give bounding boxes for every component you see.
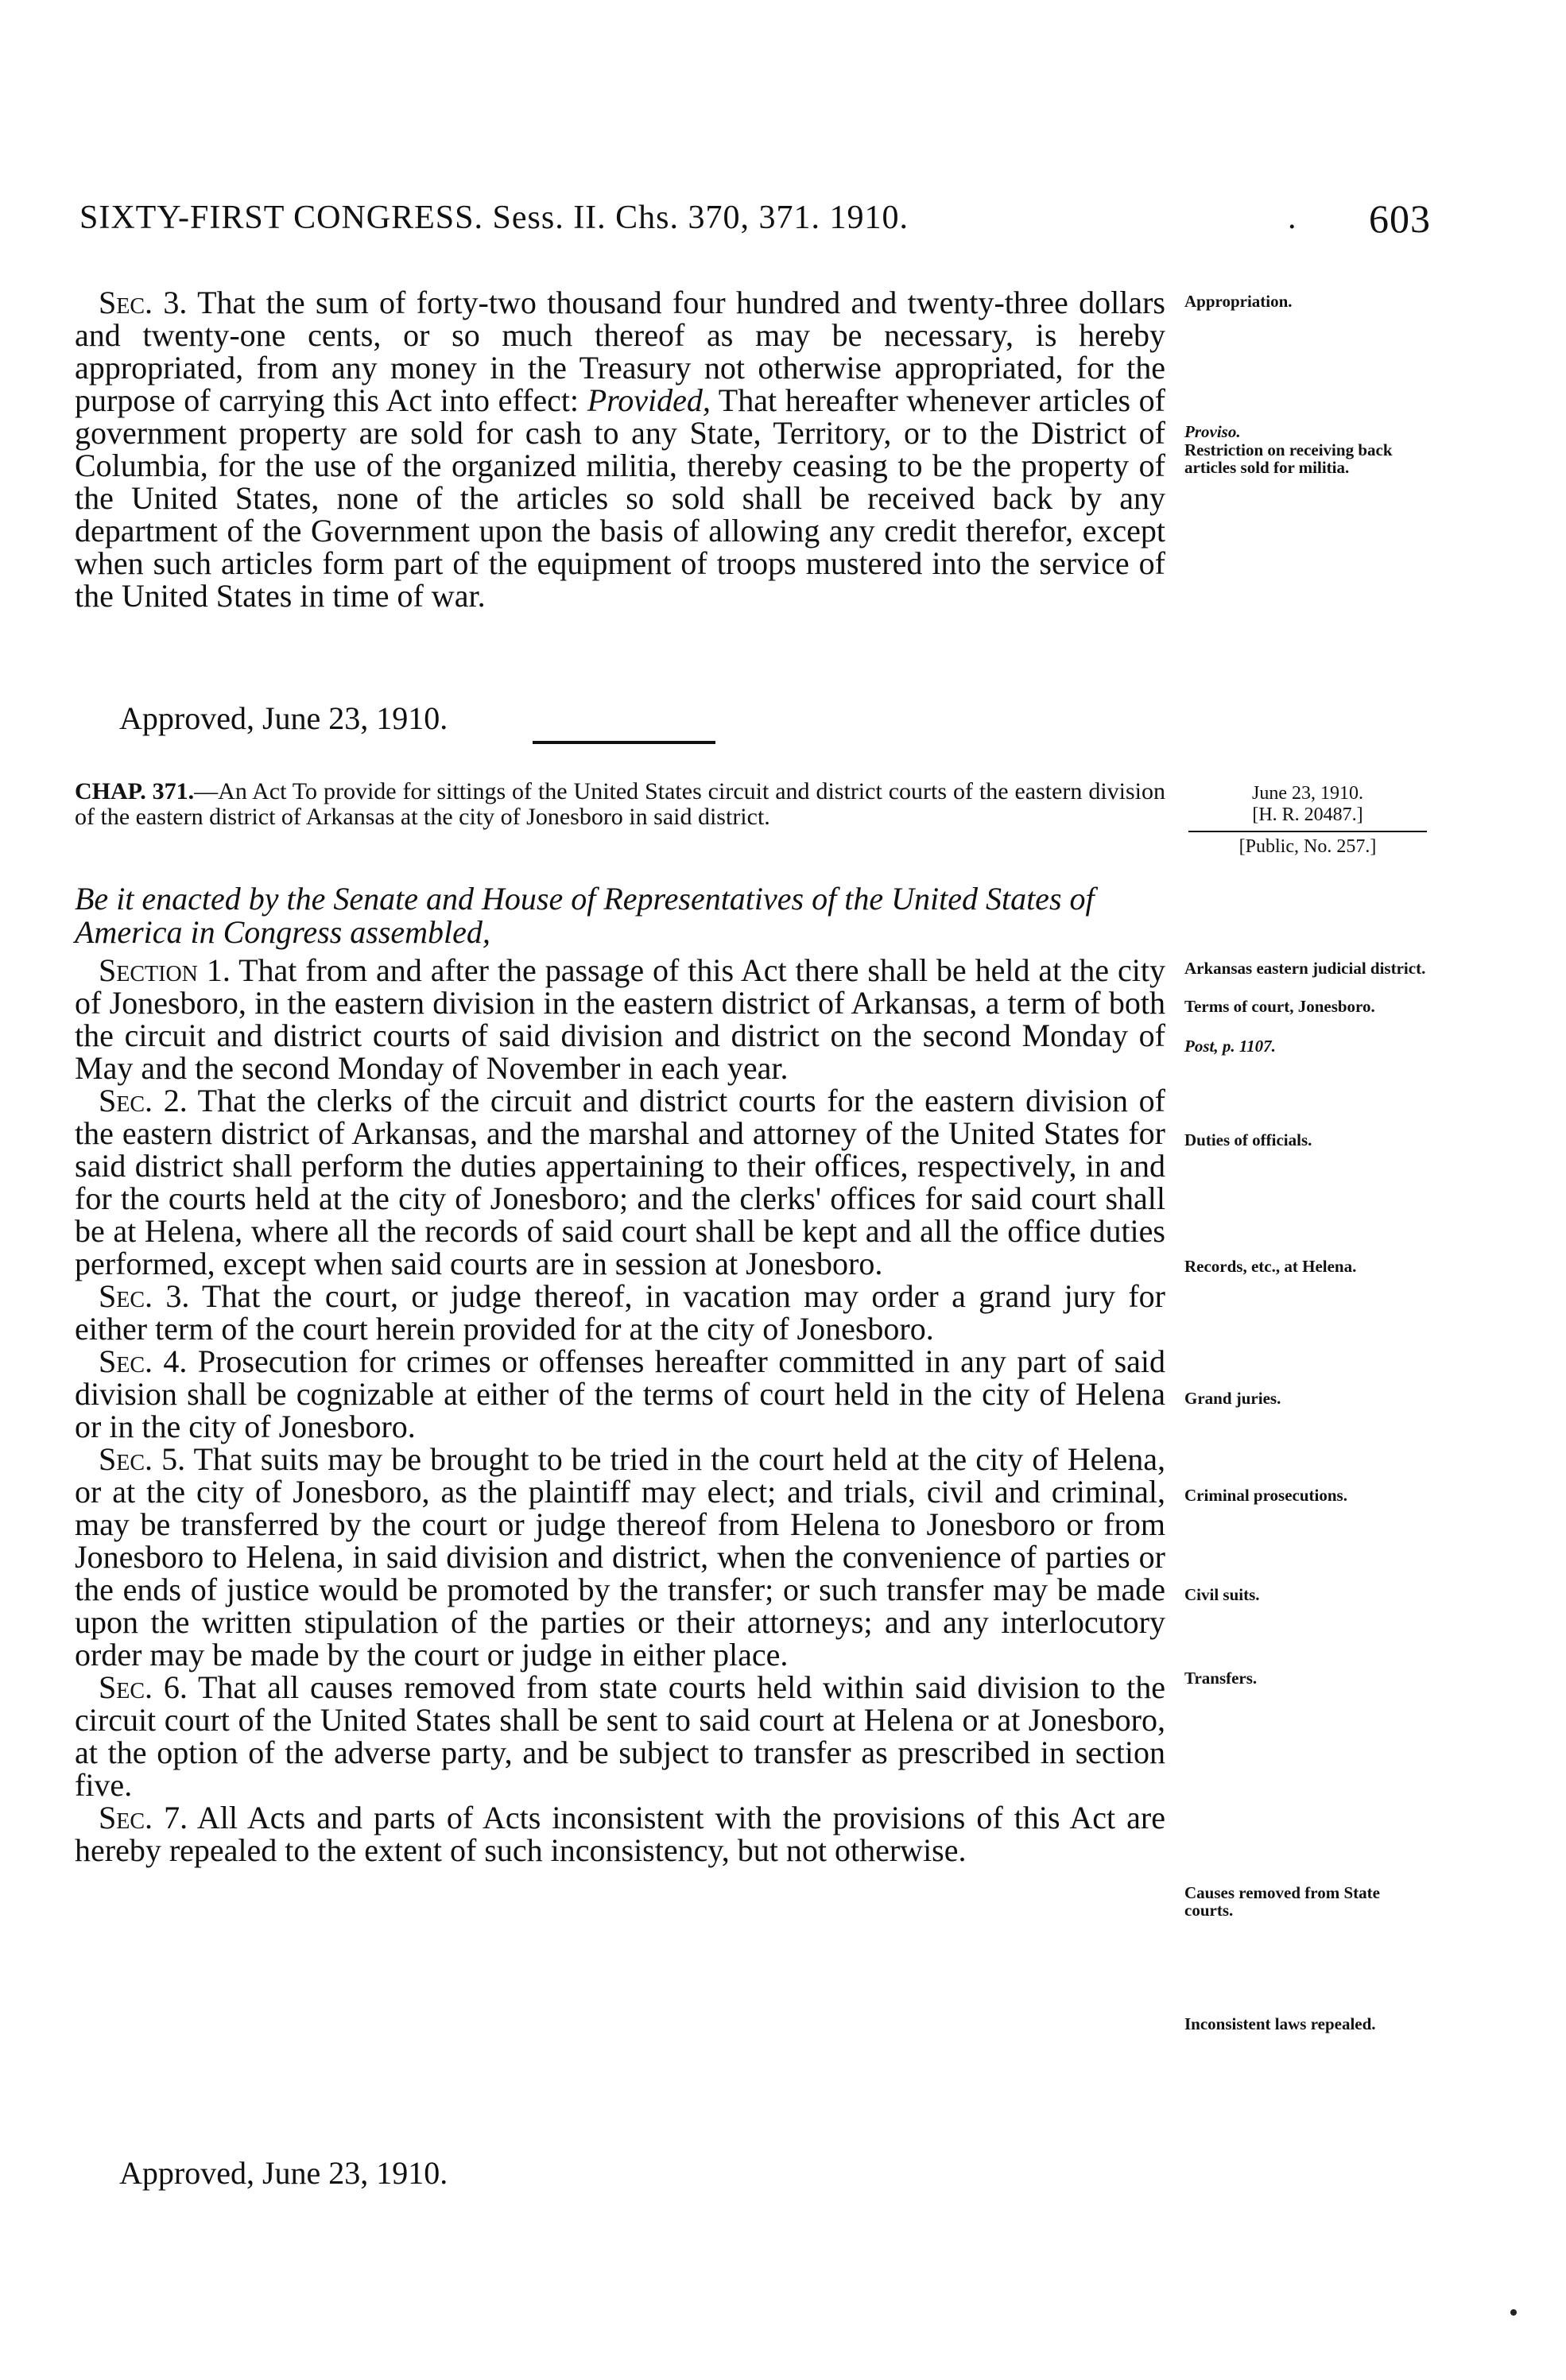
section-text: That the sum of forty-two thousand four hundred and twenty-three dollars and twenty-one cents, or so much thereof as may be necessary, is hereby appropriated, from any money in the Treasury not otherwise appropriated, for the purpose of carrying this Act into effect:: [75, 285, 1165, 418]
margin-note-arkansas: Arkansas eastern judicial district.: [1184, 959, 1426, 978]
margin-note-restriction: Restriction on receiving back articles sold for militia.: [1184, 440, 1393, 477]
margin-note-proviso: Proviso.: [1184, 422, 1241, 441]
provided-word: Provided,: [587, 382, 711, 418]
section-paragraph: [75, 1801, 1165, 1866]
margin-note-records: Records, etc., at Helena.: [1184, 1257, 1357, 1276]
running-header: [79, 196, 1431, 246]
margin-note-causes: Causes removed from State courts.: [1184, 1883, 1380, 1920]
approval-line-371: Approved, June 23, 1910.: [119, 2155, 448, 2191]
margin-note-terms: Terms of court, Jonesboro.: [1184, 997, 1375, 1016]
margin-note-post: Post, p. 1107.: [1184, 1037, 1276, 1056]
header-dot: .: [1288, 200, 1297, 236]
approval-line-370: Approved, June 23, 1910.: [119, 700, 448, 736]
margin-note-duties: Duties of officials.: [1184, 1130, 1312, 1149]
section-label: Sec. 5.: [99, 1441, 186, 1477]
act-date: June 23, 1910.: [1252, 783, 1363, 804]
section-paragraph: [75, 1443, 1165, 1671]
section-paragraph: [75, 1280, 1165, 1345]
margin-note-transfers: Transfers.: [1184, 1669, 1258, 1688]
bill-number: [H. R. 20487.]: [1252, 804, 1363, 825]
margin-note-grand-juries: Grand juries.: [1184, 1389, 1281, 1408]
page-number: 603: [1369, 196, 1431, 241]
section-text: That the clerks of the circuit and district courts for the eastern division of the eastern district of Arkansas, and the marshal and attorney of the United States for said district shall perform the duties appertaining to their offices, respectively, in and for the courts held at the city of Jonesboro; and the clerks' offices for said court shall be at Helena, where all the records of said court shall be kept and all the office duties performed, except when said courts are in session at Jonesboro.: [75, 1083, 1165, 1281]
section-label: Section 1.: [99, 952, 231, 988]
section-label: Sec. 3.: [99, 285, 188, 320]
margin-note-criminal: Criminal prosecutions.: [1184, 1486, 1347, 1505]
section-paragraph: [75, 1671, 1165, 1801]
meta-rule: [1188, 831, 1427, 832]
print-speck: [1510, 2309, 1517, 2316]
section-paragraph: [75, 1084, 1165, 1280]
section-text: That the court, or judge thereof, in vacation may order a grand jury for either term of the court herein provided for at the city of Jonesboro.: [75, 1278, 1165, 1347]
section-text: That from and after the passage of this Act there shall be held at the city of Jonesboro, in the eastern division in the eastern district of Arkansas, a term of both the circuit and district courts of said division and district on the second Monday of May and the second Monday of November in each year.: [75, 952, 1165, 1086]
section-paragraph: [75, 954, 1165, 1084]
enacting-clause: Be it enacted by the Senate and House of Representatives of the United States of America in Congress assembled,: [75, 881, 1095, 950]
section-paragraph: [75, 1345, 1165, 1443]
chapter-370-section-3: [75, 286, 1165, 612]
section-text: Prosecution for crimes or offenses hereafter committed in any part of said division shall be cognizable at either of the terms of court held in the city of Helena or in the city of Jonesboro.: [75, 1343, 1166, 1444]
margin-note-inconsistent: Inconsistent laws repealed.: [1184, 2014, 1376, 2033]
section-label: Sec. 2.: [99, 1083, 188, 1118]
header-title: SIXTY-FIRST CONGRESS. Sess. II. Chs. 370, 371. 1910.: [79, 200, 909, 236]
chapter-371-body: [75, 954, 1165, 1866]
section-text: That all causes removed from state courts held within said division to the circuit court of the United States shall be sent to said court at Helena or at Jonesboro, at the option of the adverse party, and be subject to transfer as prescribed in section five.: [75, 1669, 1165, 1803]
section-label: Sec. 4.: [99, 1343, 188, 1379]
section-label: Sec. 7.: [99, 1800, 188, 1835]
section-label: Sec. 3.: [99, 1278, 190, 1314]
chapter-371-heading: [75, 779, 1165, 830]
chapter-label: CHAP. 371.: [75, 778, 195, 804]
section-text-continued: That hereafter whenever articles of government property are sold for cash to any State, Territory, or to the District of Columbia, for the use of the organized militia, thereby ceasing to be the property of the United States, none of the articles so sold shall be received back by any department of the Government upon the basis of allowing any credit therefor, except when such articles form part of the equipment of troops mustered into the service of the United States in time of war.: [75, 382, 1165, 614]
chapter-divider: [533, 741, 715, 744]
paragraph: [75, 286, 1165, 612]
public-number: [Public, No. 257.]: [1238, 836, 1377, 857]
chapter-title: —An Act To provide for sittings of the United States circuit and district courts of the eastern division of the eastern district of Arkansas at the city of Jonesboro in said district.: [75, 778, 1165, 830]
margin-note-appropriation: Appropriation.: [1184, 292, 1293, 311]
section-label: Sec. 6.: [99, 1669, 188, 1705]
section-text: That suits may be brought to be tried in the court held at the city of Helena, or at the city of Jonesboro, as the plaintiff may elect; and trials, civil and criminal, may be transferred by the court or judge thereof from Helena to Jonesboro or from Jonesboro to Helena, in said division and district, when the convenience of parties or the ends of justice would be promoted by the transfer; or such transfer may be made upon the written stipulation of the parties or their attorneys; and any interlocutory order may be made by the court or judge in either place.: [75, 1441, 1165, 1673]
section-text: All Acts and parts of Acts inconsistent with the provisions of this Act are hereby repealed to the extent of such inconsistency, but not otherwise.: [75, 1800, 1165, 1868]
margin-note-civil: Civil suits.: [1184, 1585, 1260, 1604]
